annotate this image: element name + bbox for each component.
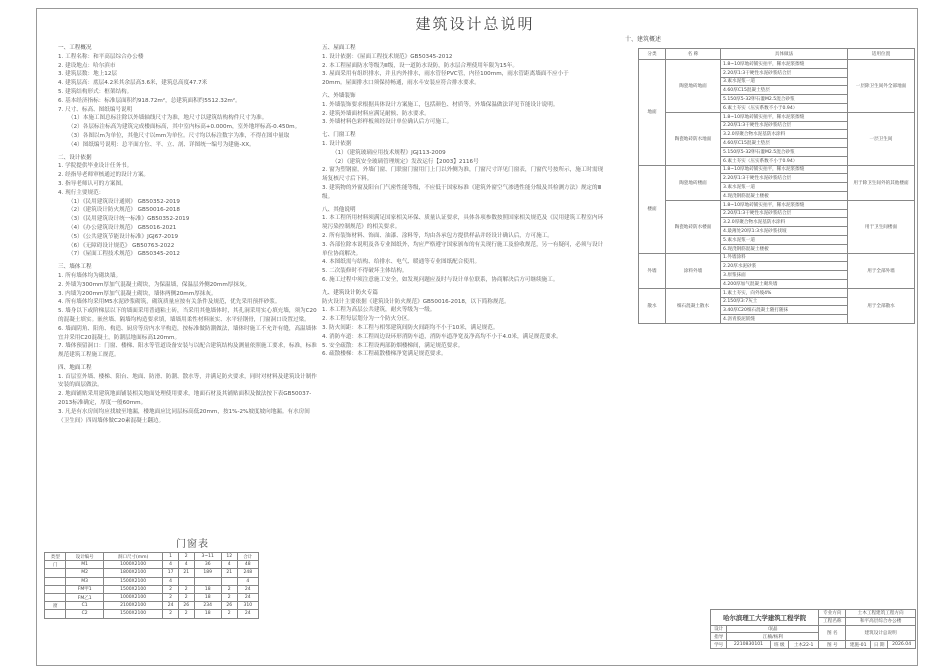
table-cell: M3 [66, 577, 103, 585]
note-line: 2. 经指导老师审核通过的设计方案。 [58, 172, 150, 179]
table-cell [45, 585, 66, 593]
table-cell [194, 577, 221, 585]
table-cell [45, 610, 66, 618]
name-cell: 细石混凝土散水 [666, 288, 721, 323]
designer-value: 氓晶 [727, 625, 819, 633]
note-line: 6. 施工过程中须注意施工安全，如发现问题应及时与设计单位联系，协商解决后方可继续施工。 [322, 276, 559, 283]
header-cell: 12 [221, 553, 237, 561]
table-cell: 1500X2100 [103, 585, 162, 593]
note-line: （2）各层标注标高为建筑完成楼面标高，其中室内标高+0.000m，室外地坪标高-0.450m。 [68, 124, 301, 131]
header-cell: 合计 [237, 553, 258, 561]
note-line: 2. 所有装饰材料、饰面、油漆、涂料等，均由各承包方提供样品并经设计确认后，方可施工。 [322, 232, 553, 239]
table-cell: 248 [237, 569, 258, 577]
table-cell: 2 [221, 593, 237, 601]
table-cell: 26 [221, 602, 237, 610]
note-line: 4. 现行主要规范： [58, 189, 105, 196]
table-cell: 189 [194, 569, 221, 577]
header-cell: 2 [178, 553, 194, 561]
note-line: 1. 学院提供毕业设计任务书。 [58, 163, 133, 170]
note-line: （2）《建筑设计防火规范》 GB50016-2018 [68, 207, 180, 214]
note-line: （6）《无障碍设计规范》 GB50763-2022 [68, 242, 175, 249]
overview-row [639, 200, 915, 209]
method-cell: 3.2.0厚聚合物水泥基防水涂料 [721, 130, 848, 139]
method-cell: 2.20厚1:3干硬性水泥砂浆结合层 [721, 68, 848, 77]
method-cell: 4.60厚C15混凝土垫层 [721, 139, 848, 148]
table-cell: 门 [45, 561, 66, 569]
overview-table-body [639, 49, 915, 324]
method-cell: 3.40厚C20细石混凝土随打随抹 [721, 306, 848, 315]
table-cell: 2 [178, 593, 194, 601]
note-line: 7. 尺寸、标高、图纸编号说明 [58, 106, 133, 113]
overview-row [639, 112, 915, 121]
note-line: 4. 所有墙体均采用M5水泥砂浆砌筑，砌筑质量应按有关条件及规范，优先采用预拌砂浆。 [58, 299, 281, 306]
method-cell: 2.20厚1:3干硬性水泥砂浆结合层 [721, 174, 848, 183]
note-line: 2. 窗为塑钢窗，外墙门窗、门联窗门窗用门上门以外侧为准，门窗尺寸详见门窗表，门窗代号按所示，施工时需现场复核尺寸后下料。 [322, 167, 604, 183]
drawing-value: 建筑设计总说明 [846, 625, 916, 641]
name-cell: 陶瓷地砖防水楼面 [666, 200, 721, 253]
use-cell: 一层除卫生间外全部地面 [848, 60, 915, 113]
note-line: 5. 安全疏散：本工程设两部防烟楼梯间，满足规范要求。 [322, 342, 464, 349]
table-cell: C1 [66, 602, 103, 610]
table-cell: 21 [178, 569, 194, 577]
checker-label: 指导 [711, 633, 727, 641]
use-cell: 一层卫生间 [848, 112, 915, 165]
table-cell: 17 [163, 569, 179, 577]
table-cell: M2 [66, 569, 103, 577]
table-row [45, 577, 259, 585]
method-cell: 6.现浇钢筋混凝土楼板 [721, 244, 848, 253]
overview-row [639, 288, 915, 297]
note-line: 20mm。屋面排水口须保持畅通，雨水斗安装应符合排水要求。 [322, 80, 480, 87]
note-line: （4）《办公建筑设计规范》 GB5016-2021 [68, 224, 177, 231]
table-cell: 18 [194, 593, 221, 601]
note-line: （7）《屋面工程技术规范》 GB50345-2012 [68, 251, 180, 258]
checker-value: 江楠/杨利 [727, 633, 819, 641]
table-cell: 36 [194, 561, 221, 569]
note-line: 2. 建筑外墙面材料应满足耐候、防水要求。 [322, 110, 430, 117]
note-line: 1. 设计依据 [322, 140, 352, 147]
table-cell: 21 [221, 569, 237, 577]
note-line: 1. 工程名称：和平高层综合办公楼 [58, 53, 144, 60]
sheet-no-value: 建施-01 [846, 641, 871, 649]
table-cell: 1000X2100 [103, 561, 162, 569]
use-cell: 用于除卫生间外的其他楼面 [848, 165, 915, 200]
table-row [45, 569, 259, 577]
method-cell: 3.2.0厚聚合物水泥基防水涂料 [721, 218, 848, 227]
table-cell: 4 [237, 577, 258, 585]
table-cell: 24 [237, 593, 258, 601]
table-cell: 1500X2100 [103, 577, 162, 585]
note-line: （1）本施工图总标注除以外墙轴线尺寸为准，地尺寸以建筑结构构件尺寸为准。 [68, 115, 268, 122]
note-line: 1. 所有墙体均为砌块墙。 [58, 272, 122, 279]
note-line: 1. 首层室外墙、楼梯、阳台、地面、防滑、防潮、散水等，并满足防火要求，同时对材料及建筑设计制作安装的面层做法。 [58, 373, 317, 389]
table-cell: 2 [163, 593, 179, 601]
note-line: （4）图纸编号说明：总平面方位、平、立、剖、详图统一编号为建施-XX。 [68, 141, 255, 148]
section-heading: 九、建筑设计防火专篇 [322, 289, 378, 296]
notes-column-left [58, 40, 320, 425]
note-line: 6. 疏散楼梯：本工程疏散楼梯净宽满足规范要求。 [322, 351, 447, 358]
table-cell: 2100X2100 [103, 602, 162, 610]
method-cell: 6.素土夯实（压实系数不小于0.94） [721, 103, 848, 112]
note-line: 5. 建筑结构形式：框架结构。 [58, 88, 133, 95]
table-cell: 2 [221, 585, 237, 593]
table-row [45, 585, 259, 593]
method-cell: 1.8~10厚地砖铺实拍平，稀水泥浆擦缝 [721, 112, 848, 121]
notes-column-middle [322, 40, 605, 359]
use-cell: 用于卫生间楼面 [848, 200, 915, 253]
method-cell: 4.60厚C15混凝土垫层 [721, 86, 848, 95]
table-cell [45, 569, 66, 577]
note-line: 4. 建筑层高：底层4.2米其余层高3.6米，建筑总高度47.7米 [58, 80, 208, 87]
note-line: 3. 指导老师认可的方案图。 [58, 180, 127, 187]
method-cell: 1.外墙涂料 [721, 253, 848, 262]
student-no-label: 学号 [711, 641, 727, 649]
method-cell: 3.素水泥浆一道 [721, 77, 848, 86]
table-cell: 2 [221, 610, 237, 618]
table-cell: 2 [178, 585, 194, 593]
note-line: 3. 凡是有水房间均应找坡至地漏，楼地面应比同层标高低20mm，按1%-2%坡度坡向地漏。有水房间（卫生间）四周墙体做C20素混凝土翻边。 [58, 408, 310, 424]
class-value: 土木22-1 [788, 641, 818, 649]
method-cell: 2.20厚水泥砂浆 [721, 262, 848, 271]
table-cell: FM甲1 [66, 585, 103, 593]
header-cell: 适用位置 [848, 49, 915, 60]
note-line: 5. 墙身以下或阶梯层以下的墙面采用普通粘土砖，当采用其他墙体时，其孔洞采用实心填充墙，须为C20的混凝土填实。嵌丝墙、隔墙均构造要求填，墙墙用柔性材料嵌实、水平轻钢骨，门窗洞口设置过梁。 [58, 308, 317, 323]
section-heading: 八、其他说明 [322, 206, 356, 213]
table-cell: 1800X2100 [103, 569, 162, 577]
table-cell: 2 [163, 585, 179, 593]
overview-title: 十、建筑概述 [625, 36, 662, 43]
note-line: 3. 外墙材料色彩样板须经设计单位确认后方可施工。 [322, 119, 453, 126]
note-line: 4. 本图纸需与结构、给排水、电气、暖通等专业图纸配合使用。 [322, 259, 481, 266]
date-value: 2026.04 [888, 641, 916, 649]
method-cell: 2.150厚3:7灰土 [721, 297, 848, 306]
overview-header [639, 49, 915, 60]
window-table-title: 门窗表 [176, 539, 209, 550]
note-line: 3. 屋面采用有组织排水，并且内外排水，雨水管径PVC管，内径100mm，雨水管距离墙面不应小于 [322, 71, 569, 78]
table-cell: 24 [163, 602, 179, 610]
header-cell: 具体做法 [721, 49, 848, 60]
note-line: 3. 防火间距：本工程与相邻建筑间防火间距均不小于10米，满足规范。 [322, 324, 499, 331]
note-line: 2. 本工程屋面防水等级为Ⅱ级，设一道防水设防，防水层合理使用年限为15年。 [322, 62, 518, 69]
method-cell: 5.素水泥浆一道 [721, 235, 848, 244]
method-cell: 5.150厚5-32卵石灌M2.5混合砂浆 [721, 95, 848, 104]
header-cell: 名 称 [666, 49, 721, 60]
designer-label: 设计 [711, 625, 727, 633]
table-cell: 24 [237, 585, 258, 593]
section-heading: 一、工程概况 [58, 45, 92, 51]
table-cell: 1000X2100 [103, 593, 162, 601]
table-cell: 2 [163, 610, 179, 618]
table-cell: 4 [221, 561, 237, 569]
section-heading: 五、屋面工程 [322, 45, 356, 51]
window-table-body [45, 553, 259, 619]
table-cell: 24 [237, 610, 258, 618]
note-line: （3）《民用建筑设计统一标准》GB50352-2019 [68, 216, 190, 223]
method-cell: 3.原浆抹面 [721, 271, 848, 280]
title-block [710, 609, 916, 649]
note-line: 3. 各部位除本说明及各专业图纸外，均应严格遵守国家颁布的有关现行施工及验收规范，另一有疑问，必须与设计单位协商解决。 [322, 241, 604, 257]
drawing-label: 图 名 [819, 625, 846, 641]
major-value: 土木工程建筑工程方向 [846, 610, 916, 618]
note-line: 7. 墙体预留洞口：门窗、楼梯、阳水等管道设备安装与以配合建筑结构及测量依照施工要求，标准，标准规范建筑工程施工规范。 [58, 343, 317, 359]
section-heading: 四、地面工程 [58, 364, 92, 371]
student-no-value: 2210830101 [727, 641, 770, 649]
note-line: （3）各图以m为单位，其他尺寸以mm为单位。尺寸均以标注数字为准，不得在图中量取 [68, 132, 290, 139]
category-cell: 楼面 [639, 165, 666, 253]
window-table-header [45, 553, 259, 561]
method-cell: 4.200厚加气混凝土砌块墙 [721, 279, 848, 288]
note-line: 防火设计主要依据《建筑设计防火规范》GB50016-2018，以下简称规范。 [322, 298, 510, 305]
use-cell: 用于全部散水 [848, 288, 915, 323]
use-cell: 用于全部外墙 [848, 253, 915, 288]
header-cell: 洞口尺寸(mm) [103, 553, 162, 561]
note-line: （1）《民用建筑设计通则》 GB50352-2019 [68, 198, 180, 205]
table-cell [221, 577, 237, 585]
table-cell: C2 [66, 610, 103, 618]
section-heading: 二、设计依据 [58, 154, 92, 161]
table-cell: 2 [178, 610, 194, 618]
note-line: 3. 建筑层数：地上12层 [58, 71, 117, 78]
table-cell: 310 [237, 602, 258, 610]
note-line: 2. 建设地点：哈尔滨市 [58, 62, 116, 69]
table-cell [45, 593, 66, 601]
project-value: 和平高层综合办公楼 [846, 617, 916, 625]
header-cell: 设计编号 [66, 553, 103, 561]
name-cell: 陶瓷地砖楼面 [666, 165, 721, 200]
project-label: 工程名称 [819, 617, 846, 625]
category-cell: 外墙 [639, 253, 666, 288]
method-cell: 3.素水泥浆一道 [721, 183, 848, 192]
method-cell: 2.20厚1:3干硬性水泥砂浆结合层 [721, 209, 848, 218]
table-cell: FM乙1 [66, 593, 103, 601]
name-cell: 陶瓷地砖防水地面 [666, 112, 721, 165]
sheet-no-label: 图 号 [819, 641, 846, 649]
table-row [45, 602, 259, 610]
note-line: 2. 外墙为300mm厚加气混凝土砌块，为保温墙，保温层外侧20mm厚抹灰。 [58, 281, 251, 288]
note-line: 5. 二次装修时不得破坏主体结构。 [322, 268, 408, 275]
method-cell: 6.素土夯实（压实系数不小于0.94） [721, 156, 848, 165]
note-line: 1. 本工程为高层公共建筑，耐火等级为一级。 [322, 307, 436, 314]
note-line: 1. 外墙装饰要求根据具体设计方案施工，包括颜色、材质等，外墙保温做法详见节能设计说明。 [322, 101, 559, 108]
table-cell: 48 [237, 561, 258, 569]
major-label: 专业方向 [819, 610, 846, 618]
note-line: 6. 基本经济指标：标准层面积约918.72m²，总建筑面积约5512.32m²。 [58, 97, 241, 104]
table-cell: 1500X2100 [103, 610, 162, 618]
method-cell: 1.8~10厚地砖铺实拍平，稀水泥浆擦缝 [721, 165, 848, 174]
class-label: 班 级 [770, 641, 788, 649]
table-cell: 4 [163, 561, 179, 569]
table-cell: 18 [194, 585, 221, 593]
note-line: 3. 建筑物的外窗及阳台门气密性能等级，不应低于国家标准《建筑外窗空气渗透性能分级及其检测方法》规定的Ⅲ级。 [322, 184, 602, 200]
table-row [45, 593, 259, 601]
table-cell [178, 577, 194, 585]
overview-row [639, 60, 915, 69]
method-cell: 2.20厚1:3干硬性水泥砂浆结合层 [721, 121, 848, 130]
method-cell: 4.最薄处20厚1:3水泥砂浆找坡 [721, 227, 848, 236]
header-cell: 分类 [639, 49, 666, 60]
table-cell: 4 [163, 577, 179, 585]
section-heading: 三、墙体工程 [58, 264, 92, 271]
name-cell: 陶瓷地砖地面 [666, 60, 721, 113]
method-cell: 1.8~10厚地砖铺实拍平，稀水泥浆擦缝 [721, 60, 848, 69]
table-cell: 26 [178, 602, 194, 610]
note-line: 2. 本工程每层划分为一个防火分区。 [322, 316, 414, 323]
note-line: 6. 墙面阴角、阳角、构造、厨房等房内水平构造，按标准做防潮做法，墙体时施工不允许有缝，高温墙体宜并采用C20混凝土，防潮层地面标高120mm。 [58, 325, 317, 341]
table-cell: 4 [178, 561, 194, 569]
section-heading: 七、门窗工程 [322, 132, 356, 139]
table-row [45, 610, 259, 618]
table-row [45, 561, 259, 569]
name-cell: 涂料外墙 [666, 253, 721, 288]
method-cell: 5.150厚5-32卵石灌M2.5混合砂浆 [721, 147, 848, 156]
category-cell: 地面 [639, 60, 666, 166]
method-cell: 4.现浇钢筋混凝土楼板 [721, 191, 848, 200]
overview-table [638, 48, 915, 324]
page-title: 建筑设计总说明 [415, 15, 535, 33]
note-line: （2）《建筑安全玻璃管理规定》发改运行【2003】2116号 [332, 158, 479, 165]
category-cell: 散水 [639, 288, 666, 323]
method-cell: 4.沥青胶泥嵌缝 [721, 315, 848, 324]
note-line: 2. 地面铺贴采用建筑地面铺装相关地面处理使用要求，地面石材及其铺贴面积及做法按下表GB50037-2013标准确定，厚度一般60mm。 [58, 391, 312, 407]
header-cell: 类型 [45, 553, 66, 561]
school-name: 哈尔滨理工大学建筑工程学院 [711, 610, 819, 626]
table-cell: 234 [194, 602, 221, 610]
overview-row [639, 253, 915, 262]
note-line: 4. 消防车道：本工程周边设环形消防车道，消防车道净宽及净高均不小于4.0米，满足规范要求。 [322, 333, 562, 340]
date-label: 日 期 [871, 641, 888, 649]
section-heading: 六、外墙装饰 [322, 92, 356, 99]
table-cell: 18 [194, 610, 221, 618]
note-line: 1. 本工程所用材料须满足国家相关环保、质量认证要求，具体各项参数按照国家相关规范及《民用建筑工程室内环境污染控制规范》的相关要求。 [322, 215, 604, 231]
header-cell: 1 [163, 553, 179, 561]
table-cell: 窗 [45, 602, 66, 610]
note-line: 3. 内墙为200mm厚加气混凝土砌块，墙体两侧20mm厚抹灰。 [58, 290, 217, 297]
method-cell: 1.素土夯实，向外坡4% [721, 288, 848, 297]
note-line: （1）《建筑玻璃应用技术规程》JGJ113-2009 [332, 149, 446, 156]
header-cell: 3~11 [194, 553, 221, 561]
table-cell [45, 577, 66, 585]
overview-row [639, 165, 915, 174]
window-table [44, 552, 259, 619]
table-cell: M1 [66, 561, 103, 569]
note-line: （5）《公共建筑节能设计标准》JGJ67-2019 [68, 233, 179, 240]
method-cell: 1.8~10厚地砖铺实拍平，稀水泥浆擦缝 [721, 200, 848, 209]
note-line: 1. 设计依据：《屋面工程技术规范》GB50345-2012 [322, 53, 453, 60]
